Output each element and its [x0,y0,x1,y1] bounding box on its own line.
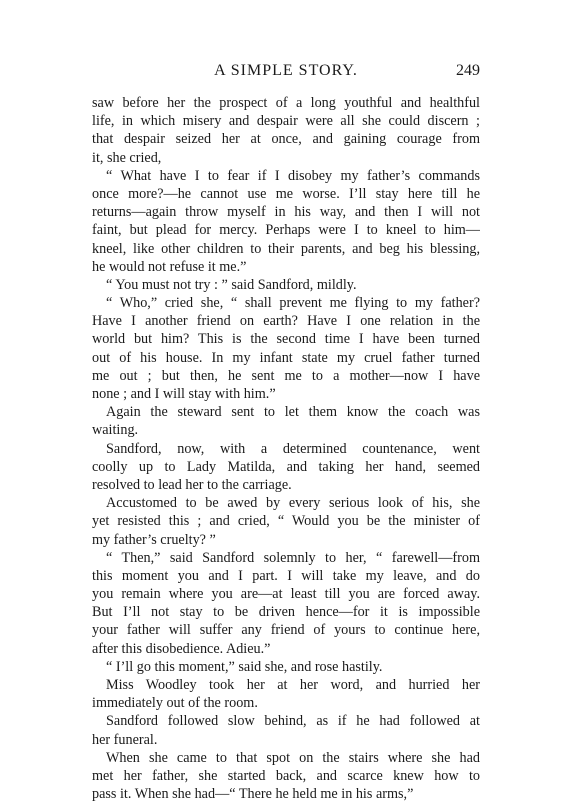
text-line: returns—again throw myself in his way, and then I will not [92,204,480,221]
text-line: he would not refuse it me.” [92,258,247,275]
text-line: none ; and I will stay with him.” [92,386,276,402]
text-line: after this disobedience. Adieu.” [92,640,271,657]
text-line: coolly up to Lady Matilda, and taking her hand, seemed [92,458,480,475]
text-line: pass it. When she had—“ There he held me in his arms,” [92,786,414,803]
text-line: When she came to that spot on the stairs where she had [106,749,480,766]
text-line: that despair seized her at once, and gaining courage from [92,131,480,148]
text-line: me out ; but then, he sent me to a mother—now I have [92,367,480,384]
text-line: “ I’ll go this moment,” said she, and rose hastily. [106,658,383,675]
text-line: “ You must not try : ” said Sandford, mildly. [106,276,357,293]
text-line: waiting. [92,422,139,439]
text-line: it, she cried, [92,149,162,166]
body-text [92,94,480,803]
text-line: But I’ll not stay to be driven hence—for it is impossible [92,604,480,621]
text-line: my father’s cruelty? ” [92,531,216,548]
text-line: you remain where you are—at least till you are forced away. [92,586,480,603]
page-number: 249 [456,62,480,79]
text-line: Accustomed to be awed by every serious look of his, she [106,495,480,512]
text-line: life, in which misery and despair were all she could discern ; [92,113,480,130]
text-line: Again the steward sent to let them know the coach was [106,404,480,421]
text-line: “ Who,” cried she, “ shall prevent me flying to my father? [106,295,480,312]
text-line: kneel, like other children to their parents, and beg his blessing, [92,240,480,257]
text-line: met her father, she started back, and scarce knew how to [92,767,480,784]
text-line: “ Then,” said Sandford solemnly to her, “ farewell—from [106,549,480,566]
text-line: once more?—he cannot use me worse. I’ll stay here till he [92,185,480,202]
text-line: faint, but plead for mercy. Perhaps were I to kneel to him— [92,222,480,239]
text-line: resolved to lead her to the carriage. [92,476,292,493]
text-line: “ What have I to fear if I disobey my father’s commands [106,167,480,184]
text-line: saw before her the prospect of a long youthful and healthful [92,95,480,111]
text-line: yet resisted this ; and cried, “ Would you be the minister of [92,513,480,530]
page-header [92,62,480,84]
text-line: Have I another friend on earth? Have I one relation in the [92,313,480,330]
text-line: your father will suffer any friend of yours to continue here, [92,622,480,639]
text-line: Sandford followed slow behind, as if he had followed at [106,713,480,730]
running-title: A SIMPLE STORY. [214,62,358,79]
text-line: this moment you and I part. I will take my leave, and do [92,567,480,584]
text-line: her funeral. [92,731,158,748]
text-line: out of his house. In my infant state my cruel father turned [92,349,480,366]
text-line: world but him? This is the second time I have been turned [92,331,480,348]
text-line: Sandford, now, with a determined countenance, went [106,440,480,457]
text-line: Miss Woodley took her at her word, and hurried her [106,677,480,693]
text-line: immediately out of the room. [92,695,258,712]
